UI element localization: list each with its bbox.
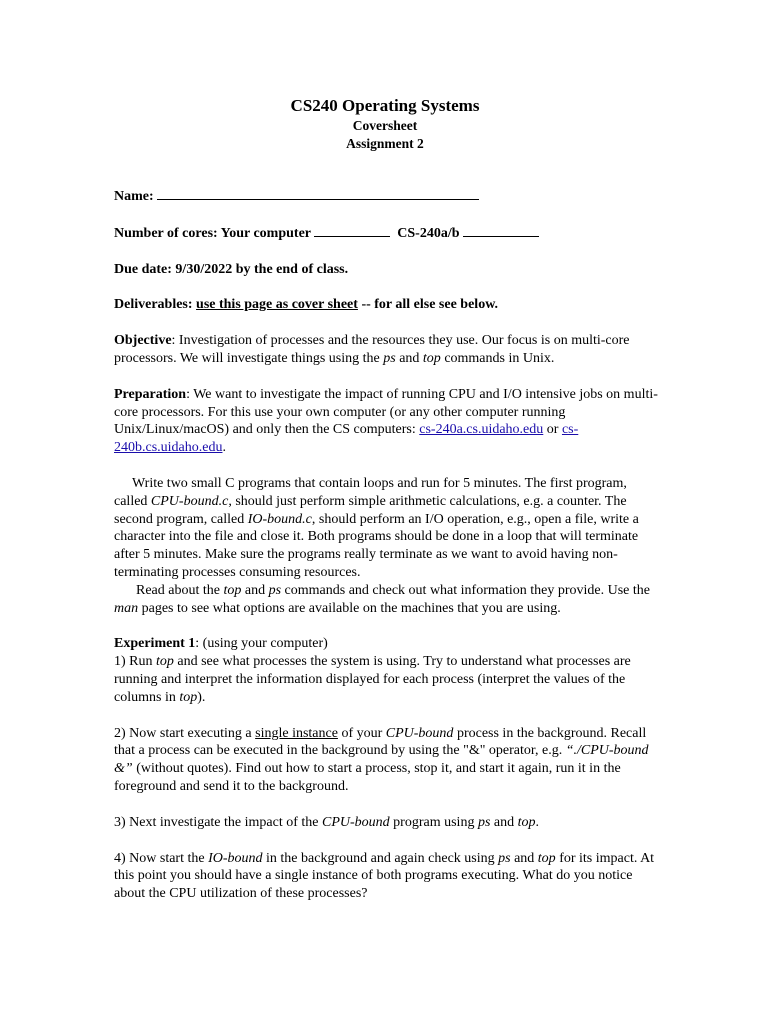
experiment1-label: Experiment 1 <box>114 636 196 652</box>
step2-text-4: (without quotes). Find out how to start a process, stop it, and start it again, run it in the foreground and send it to the background. <box>114 761 621 794</box>
step2-text: 2) Now start executing a <box>114 725 256 741</box>
preparation-text: : We want to investigate the impact of running CPU and I/O intensive jobs on multi-core processors. For this use your own computer (or any other computer running Unix/Linux/macOS) and only then the CS computers: <box>114 386 658 438</box>
experiment1-step4 <box>114 850 659 903</box>
readabout-paragraph <box>114 582 659 618</box>
cs240b-link[interactable]: cs-240b.cs.uidaho.edu <box>114 422 579 456</box>
readabout-text-3: pages to see what options are available on the machines that you are using. <box>138 600 561 616</box>
course-title: CS240 Operating Systems <box>290 96 480 115</box>
cpu-bound-term: CPU-bound <box>385 725 454 741</box>
cores-line <box>114 224 659 243</box>
preparation-paragraph <box>114 386 659 457</box>
top-term: top <box>223 582 242 598</box>
step3-and: and <box>490 814 518 830</box>
objective-label: Objective <box>114 333 172 349</box>
assignment-label: Assignment 2 <box>346 136 424 151</box>
cs240-cores-label: CS-240a/b <box>397 225 460 241</box>
single-instance-term: single instance <box>255 725 338 741</box>
programs-text-2: , should just perform simple arithmetic calculations, e.g. a counter. The second program, called <box>114 493 627 527</box>
cpu-bound-term: CPU-bound <box>322 814 390 830</box>
top-term: top <box>156 654 174 670</box>
cpu-bound-filename: CPU-bound.c <box>150 493 229 509</box>
man-term: man <box>114 600 139 616</box>
io-bound-term: IO-bound <box>208 850 263 866</box>
step3-text: 3) Next investigate the impact of the <box>114 814 322 830</box>
ps-term: ps <box>477 814 491 830</box>
step3-text-2: program using <box>389 814 478 830</box>
your-computer-cores-blank <box>314 224 390 237</box>
ps-term: ps <box>383 350 396 366</box>
step2-text-3: process in the background. Recall that a process can be executed in the background by using the "&" operator, e.g. <box>114 725 647 759</box>
programs-text-3: , should perform an I/O operation, e.g., open a file, write a character into the file and close it. Both programs should be done in a loop that will terminate after 5 minutes. Make sure the programs really terminate as we want to avoid having non-terminating processes consuming resources. <box>114 511 639 580</box>
ps-term: ps <box>268 582 282 598</box>
experiment1-step3 <box>114 814 659 832</box>
cores-label: Number of cores: Your computer <box>114 225 311 241</box>
preparation-or: or <box>543 422 562 438</box>
step4-text-3: for its impact. At this point you should have a single instance of both programs executing. What do you notice about the CPU utilization of these processes? <box>114 850 655 902</box>
document-header <box>0 95 770 153</box>
io-bound-filename: IO-bound.c <box>247 511 312 527</box>
step4-text-2: in the background and again check using <box>262 850 499 866</box>
experiment1-step1 <box>114 653 659 706</box>
step1-text: 1) Run <box>114 654 156 670</box>
step3-period: . <box>535 814 539 830</box>
readabout-text: Read about the <box>136 582 224 598</box>
experiment1-heading <box>114 635 659 653</box>
objective-text-end: commands in Unix. <box>440 350 555 366</box>
preparation-label: Preparation <box>114 386 187 402</box>
readabout-and: and <box>241 582 269 598</box>
cs240a-link[interactable]: cs-240a.cs.uidaho.edu <box>419 422 544 438</box>
objective-text: : Investigation of processes and the resources they use. Our focus is on multi-core processors. We will investigate things using the <box>114 333 630 366</box>
experiment1-step2 <box>114 725 659 796</box>
cs240-cores-blank <box>463 224 539 237</box>
name-line <box>114 187 659 206</box>
experiment1-subtitle: : (using your computer) <box>195 636 328 652</box>
step4-and: and <box>510 850 538 866</box>
name-label: Name: <box>114 189 154 204</box>
name-blank <box>157 187 479 200</box>
top-term: top <box>517 814 536 830</box>
readabout-text-2: commands and check out what information they provide. Use the <box>281 582 651 598</box>
step1-text-3: ). <box>197 689 206 705</box>
top-term: top <box>179 689 198 705</box>
coversheet-label: Coversheet <box>352 118 418 133</box>
deliverables-line <box>114 296 659 314</box>
step1-text-2: and see what processes the system is using. Try to understand what processes are running and interpret the information displayed for each process (interpret the values of the columns in <box>114 654 631 705</box>
document-body <box>114 187 659 903</box>
top-term: top <box>422 350 441 366</box>
deliverables-rest: -- for all else see below. <box>361 297 499 313</box>
ps-term: ps <box>498 850 511 866</box>
top-term: top <box>537 850 556 866</box>
preparation-period: . <box>222 440 226 456</box>
background-command: “./CPU-bound &” <box>114 743 649 777</box>
step2-text-2: of your <box>337 725 386 741</box>
due-date: Due date: 9/30/2022 by the end of class. <box>114 261 349 277</box>
deliverables-label: Deliverables: <box>114 297 193 313</box>
step4-text: 4) Now start the <box>114 850 209 866</box>
objective-paragraph <box>114 332 659 368</box>
objective-and: and <box>395 350 423 366</box>
programs-paragraph <box>114 475 659 582</box>
programs-text: Write two small C programs that contain loops and run for 5 minutes. The first program, called <box>114 475 627 509</box>
cover-sheet-instruction: use this page as cover sheet <box>196 297 358 313</box>
